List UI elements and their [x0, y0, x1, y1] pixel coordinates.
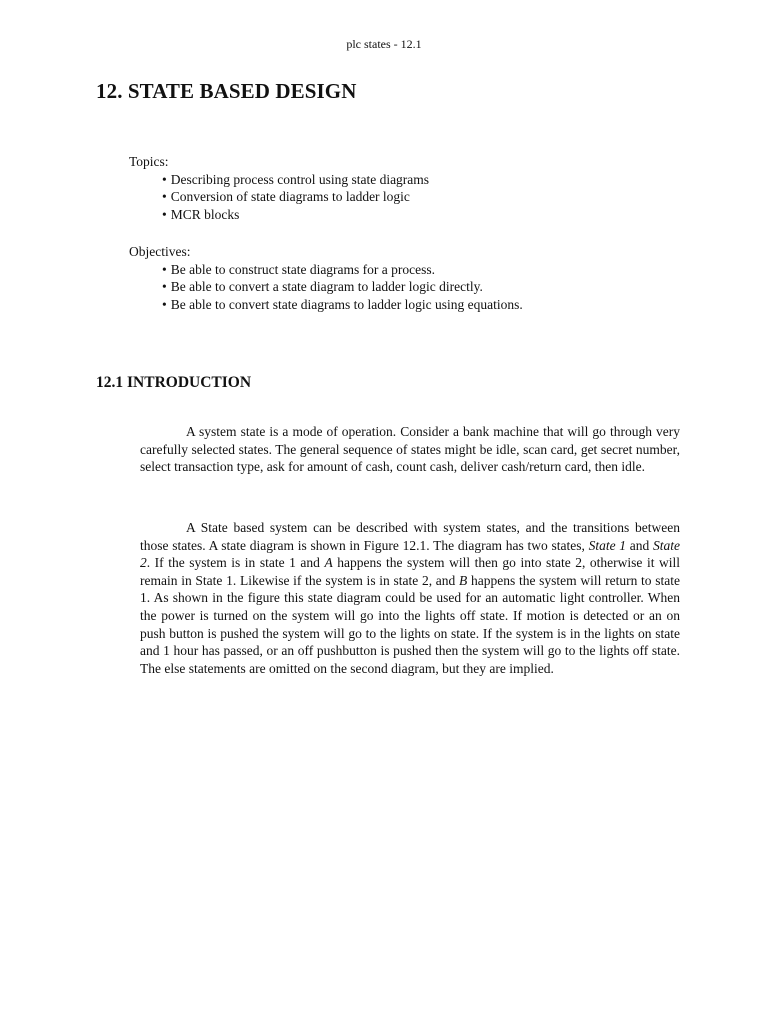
objective-item: • Be able to convert a state diagram to ladder logic directly. [162, 278, 523, 296]
topics-list [129, 171, 429, 224]
state1-term: State 1 [588, 537, 627, 553]
para2-text: . If the system is in state 1 and [146, 555, 325, 571]
topics-label: Topics: [129, 154, 169, 169]
intro-paragraph-1: A system state is a mode of operation. Consider a bank machine that will go through very carefully selected states. The general sequence of states might be idle, scan card, get secret number, select transaction type, ask for amount of cash, count cash, deliver cash/return card, then idle. [140, 424, 680, 475]
section-title: 12.1 INTRODUCTION [96, 374, 252, 391]
objective-item: • Be able to construct state diagrams for a process. [162, 261, 523, 279]
para2-text: and [626, 537, 654, 553]
topic-item: • Describing process control using state diagrams [162, 171, 429, 189]
objective-item: • Be able to convert state diagrams to ladder logic using equations. [162, 296, 523, 314]
objectives-label: Objectives: [129, 244, 191, 259]
intro-paragraph-2 [140, 519, 680, 677]
state2-term: State 2 [140, 537, 681, 571]
chapter-title: 12. STATE BASED DESIGN [96, 79, 357, 103]
para2-text: happens the system will return to state 1. As shown in the figure this state diagram could be used for an automatic light controller. When the power is turned on the system will go into the lights off state. If motion is detected or an on push button is pushed the system will go to the lights on state. If the system is in the lights on state and 1 hour has passed, or an off pushbutton is pushed then the system will go to the lights off state. The else statements are omitted on the second diagram, but they are implied. [140, 572, 680, 676]
input-b-term: B [459, 572, 468, 588]
topic-item: • MCR blocks [162, 206, 429, 224]
topic-item: • Conversion of state diagrams to ladder logic [162, 188, 429, 206]
objectives-list [129, 261, 523, 314]
para2-text: happens the system will then go into state 2, otherwise it will remain in State 1. Likewise if the system is in state 2, and [140, 555, 680, 588]
objectives-block [129, 243, 523, 313]
topics-block [129, 153, 429, 223]
input-a-term: A [324, 555, 333, 571]
para2-text: A State based system can be described with system states, and the transitions between those states. A state diagram is shown in Figure 12.1. The diagram has two states, [140, 520, 680, 553]
page-header: plc states - 12.1 [346, 37, 422, 51]
